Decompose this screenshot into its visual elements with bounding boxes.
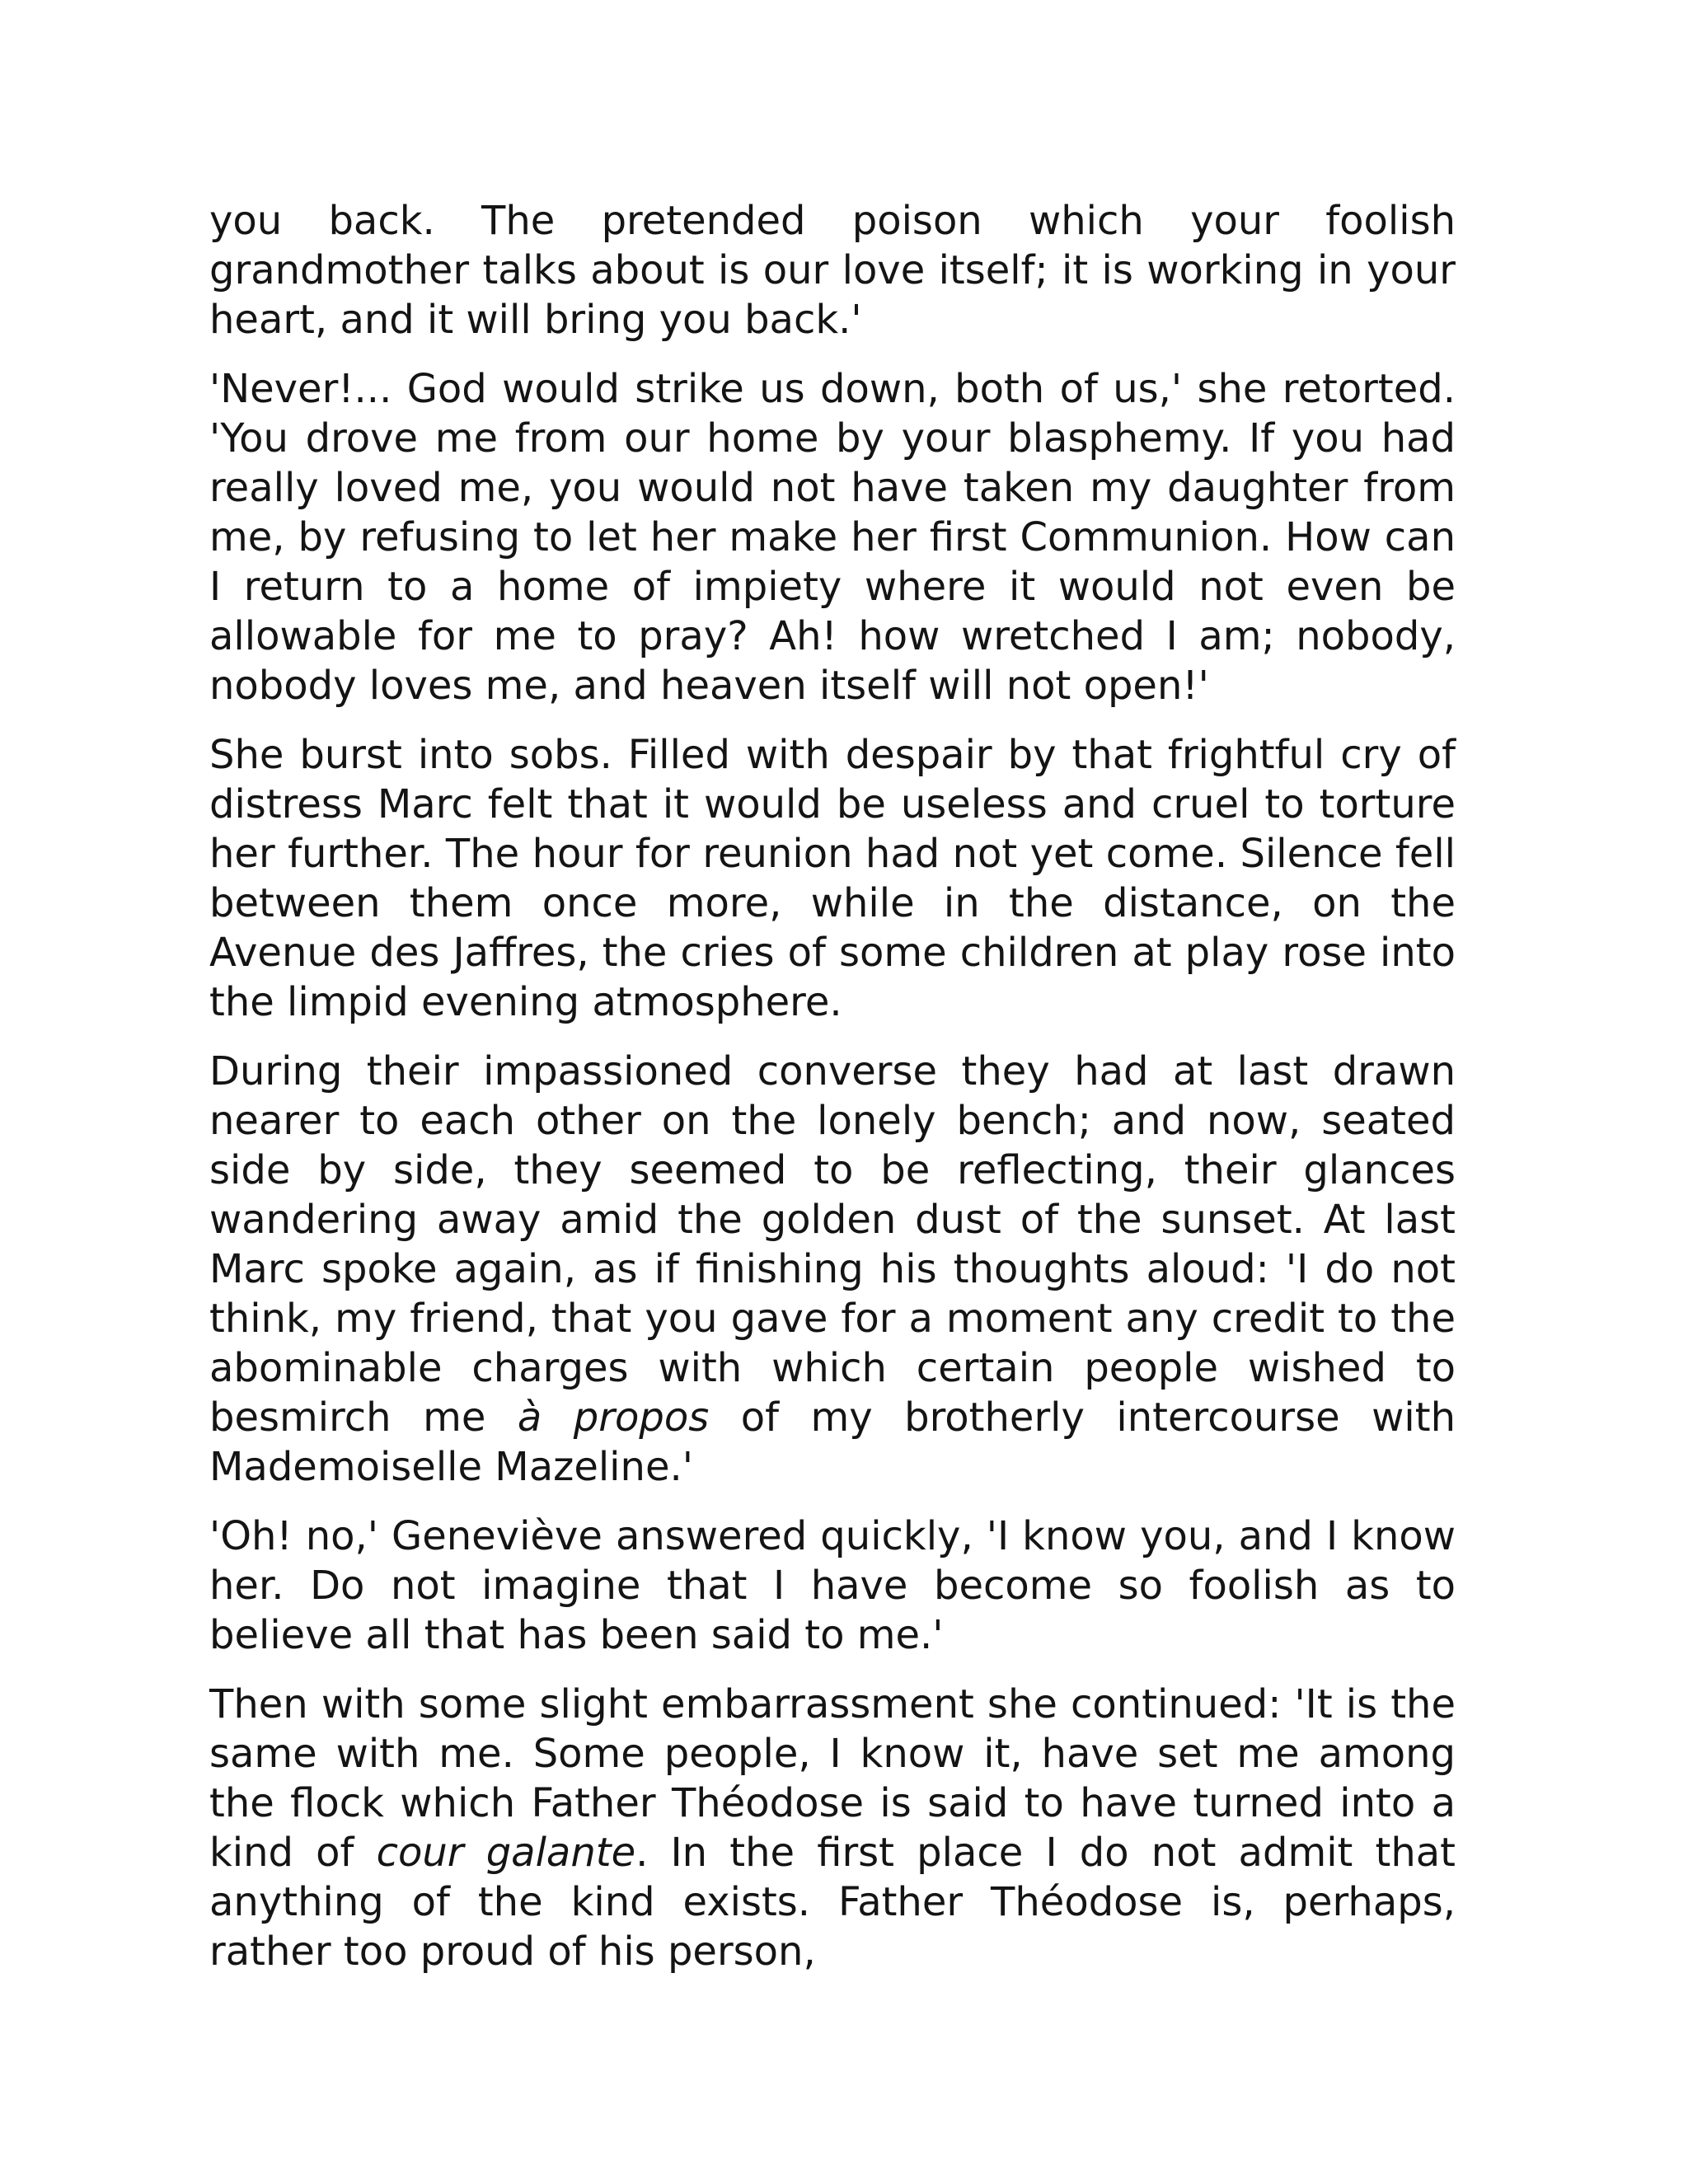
paragraph-text: Then with some slight embarrassment she continued: 'It is the same with me. Some people, I know it, have set me among the flock which Father Théodose is said to have turned into a kind of xyxy=(209,1681,1456,1876)
page-body xyxy=(209,196,1456,1996)
paragraph-text: 'Oh! no,' Geneviève answered quickly, 'I know you, and I know her. Do not imagine that I have become so foolish as to believe all that has been said to me.' xyxy=(209,1513,1456,1658)
paragraph-2 xyxy=(209,364,1456,710)
paragraph-1 xyxy=(209,196,1456,344)
paragraph-3 xyxy=(209,730,1456,1027)
paragraph-text: She burst into sobs. Filled with despair by that frightful cry of distress Marc felt that it would be useless and cruel to torture her further. The hour for reunion had not yet come. Silence fell between them once more, while in the distance, on the Avenue des Jaffres, the cries of some children at play rose into the limpid evening atmosphere. xyxy=(209,732,1456,1025)
paragraph-text: of my brotherly intercourse with Mademoiselle Mazeline.' xyxy=(209,1394,1456,1490)
paragraph-5 xyxy=(209,1511,1456,1660)
paragraph-text: During their impassioned converse they had at last drawn nearer to each other on the lonely bench; and now, seated side by side, they seemed to be reflecting, their glances wandering away amid the golden dust of the sunset. At last Marc spoke again, as if finishing his thoughts aloud: 'I do not think, my friend, that you gave for a moment any credit to the abominable charges with which certain people wished to besmirch me xyxy=(209,1048,1456,1441)
paragraph-text: you back. The pretended poison which your foolish grandmother talks about is our love itself; it is working in your heart, and it will bring you back.' xyxy=(209,198,1456,343)
paragraph-text: 'Never!... God would strike us down, both of us,' she retorted. 'You drove me from our home by your blasphemy. If you had really loved me, you would not have taken my daughter from me, by refusing to let her make her first Communion. How can I return to a home of impiety where it would not even be allowable for me to pray? Ah! how wretched I am; nobody, nobody loves me, and heaven itself will not open!' xyxy=(209,366,1456,709)
italic-phrase: à propos xyxy=(517,1394,710,1441)
paragraph-4 xyxy=(209,1047,1456,1492)
paragraph-6 xyxy=(209,1680,1456,1976)
paragraph-text: . In the first place I do not admit that anything of the kind exists. Father Théodose is, perhaps, rather too proud of his person, xyxy=(209,1830,1456,1975)
italic-phrase: cour galante xyxy=(376,1830,636,1876)
